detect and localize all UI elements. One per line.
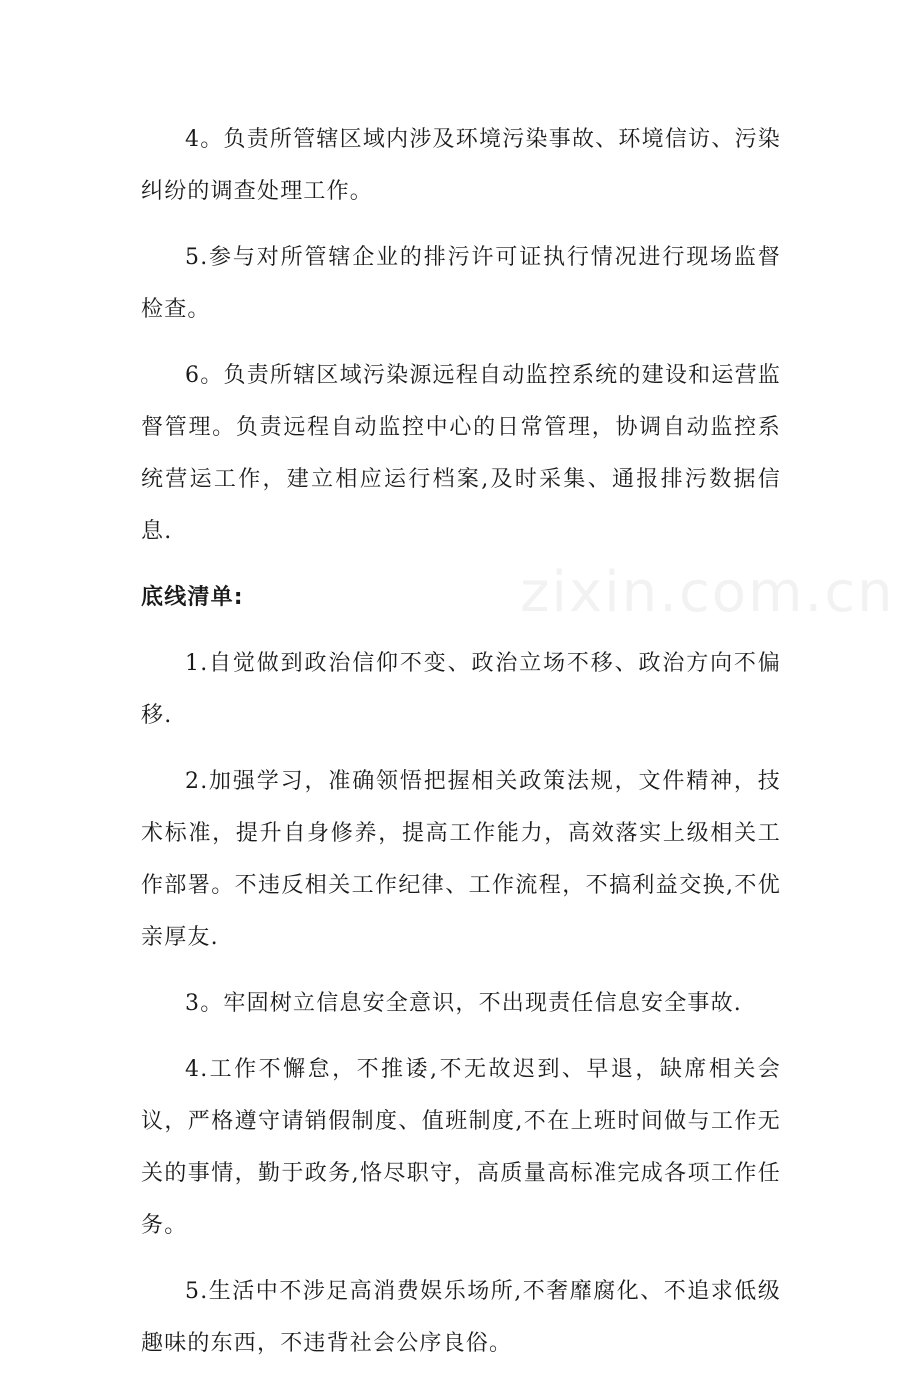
bottom-line-item-1: 1.自觉做到政治信仰不变、政治立场不移、政治方向不偏移.	[141, 651, 781, 728]
bottom-line-item-4: 4.工作不懈怠，不推诿,不无故迟到、早退，缺席相关会议，严格遵守请销假制度、值班制度,不在上班时间做与工作无关的事情，勤于政务,恪尽职守，高质量高标准完成各项工作任务。	[141, 1057, 781, 1238]
bottom-line-item-5: 5.生活中不涉足高消费娱乐场所,不奢靡腐化、不追求低级趣味的东西，不违背社会公序良俗。	[141, 1279, 781, 1356]
bottom-line-item-2: 2.加强学习，准确领悟把握相关政策法规，文件精神，技术标准，提升自身修养，提高工作能力，高效落实上级相关工作部署。不违反相关工作纪律、工作流程，不搞利益交换,不优亲厚友.	[141, 769, 781, 950]
watermark: zixin.com.cn	[520, 560, 895, 625]
paragraph-item-4: 4。负责所管辖区域内涉及环境污染事故、环境信访、污染纠纷的调查处理工作。	[141, 127, 781, 204]
paragraph-item-5: 5.参与对所管辖企业的排污许可证执行情况进行现场监督检查。	[141, 245, 781, 322]
bottom-line-item-3: 3。牢固树立信息安全意识，不出现责任信息安全事故.	[185, 991, 742, 1016]
document-body	[141, 114, 781, 1384]
section-heading: 底线清单:	[141, 585, 244, 610]
paragraph-item-6: 6。负责所辖区域污染源远程自动监控系统的建设和运营监督管理。负责远程自动监控中心的日常管理，协调自动监控系统营运工作，建立相应运行档案,及时采集、通报排污数据信息.	[141, 363, 781, 544]
